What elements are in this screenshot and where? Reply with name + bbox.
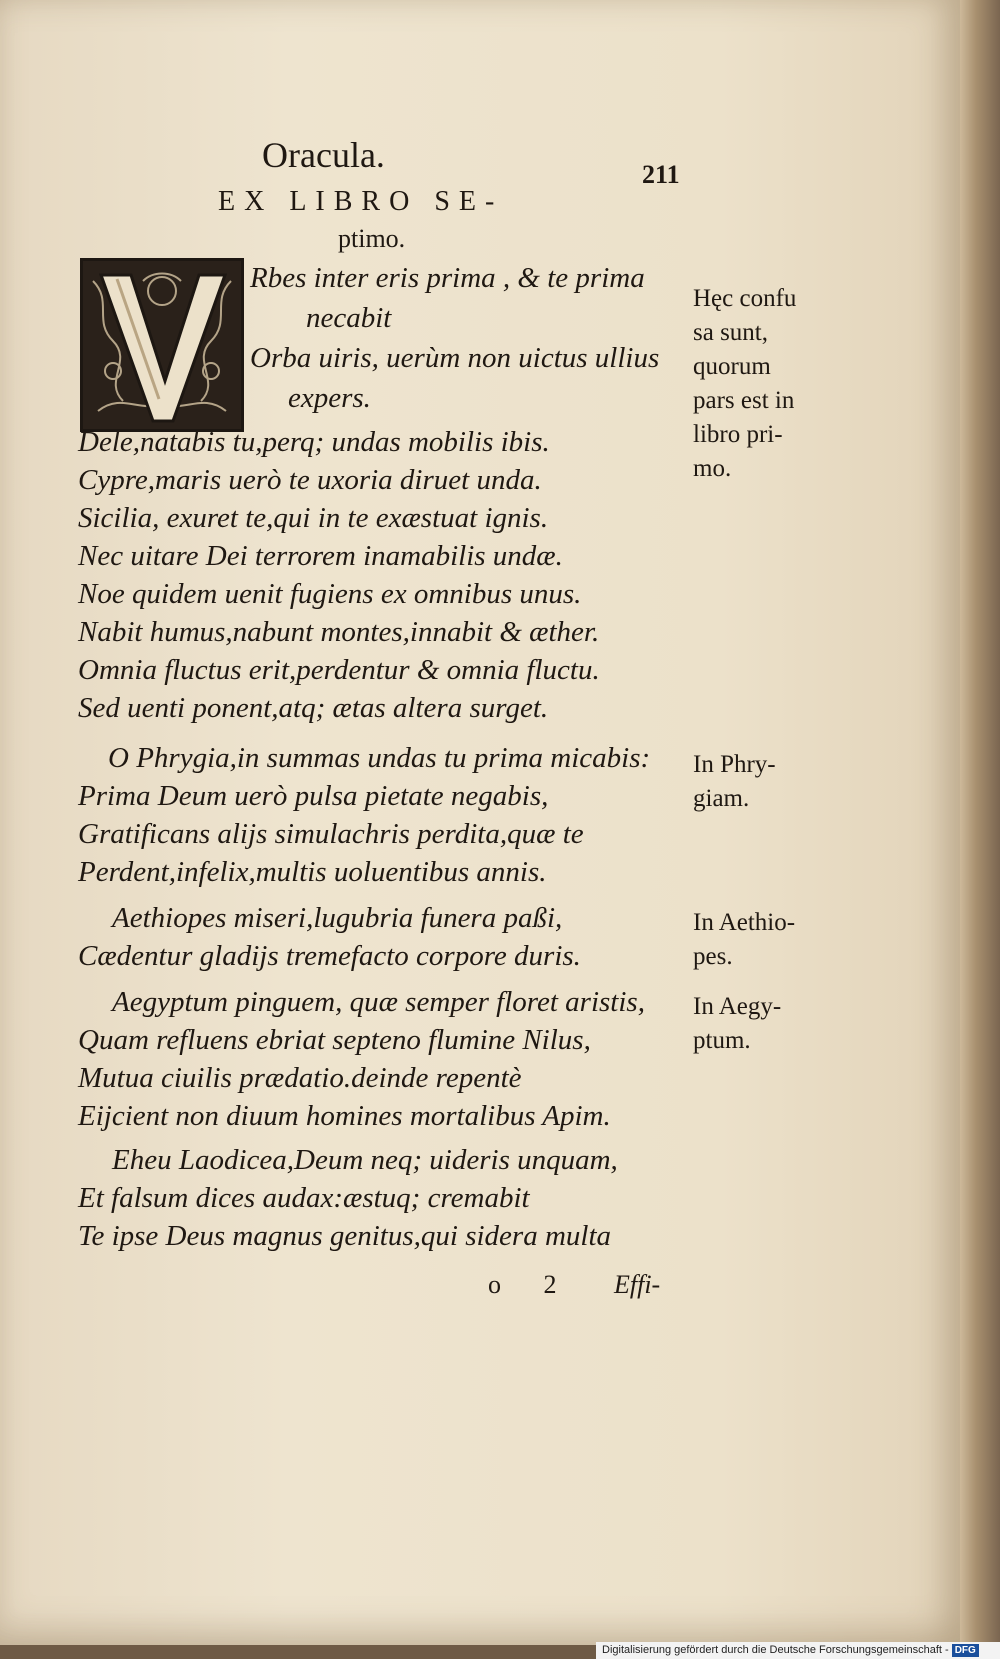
text-line: Noe quidem uenit fugiens ex omnibus unus.	[78, 578, 582, 610]
text-line: Eijcient non diuum homines mortalibus Apim.	[78, 1100, 611, 1132]
text-line: necabit	[306, 302, 392, 334]
digitization-credit	[596, 1642, 1000, 1659]
text-line: Aegyptum pinguem, quæ semper floret aristis,	[112, 986, 645, 1018]
margin-note-line: sa sunt,	[693, 319, 768, 346]
dfg-logo: DFG	[952, 1644, 979, 1657]
text-line: Sed uenti ponent,atq; ætas altera surget.	[78, 692, 549, 724]
section-title: EX LIBRO SE-	[218, 186, 504, 217]
text-line: expers.	[288, 382, 371, 414]
text-line: Dele,natabis tu,perq; undas mobilis ibis.	[78, 426, 550, 458]
margin-note	[693, 748, 776, 816]
text-line: Quam refluens ebriat septeno flumine Nilus,	[78, 1024, 591, 1056]
text-line: Perdent,infelix,multis uoluentibus annis.	[78, 856, 547, 888]
text-line: Nabit humus,nabunt montes,innabit & æther.	[78, 616, 600, 648]
text-line: Orba uiris, uerùm non uictus ullius	[250, 342, 660, 374]
text-line: Nec uitare Dei terrorem inamabilis undæ.	[78, 540, 563, 572]
margin-note-line: In Aegy-	[693, 993, 782, 1020]
margin-note-line: giam.	[693, 785, 750, 812]
margin-note-line: In Phry-	[693, 751, 776, 778]
margin-note-line: ptum.	[693, 1027, 751, 1054]
margin-note	[693, 990, 781, 1058]
margin-note-line: quorum	[693, 353, 771, 380]
text-line: Aethiopes miseri,lugubria funera paßi,	[112, 902, 563, 934]
text-line: O Phrygia,in summas undas tu prima micabis:	[108, 742, 651, 774]
text-line: Eheu Laodicea,Deum neq; uideris unquam,	[112, 1144, 618, 1176]
decorated-initial-V-icon-svg	[83, 261, 241, 429]
text-line: Gratificans alijs simulachris perdita,quæ te	[78, 818, 584, 850]
margin-note	[693, 282, 796, 486]
running-head: Oracula.	[262, 135, 385, 175]
page-number: 211	[642, 160, 680, 189]
decorated-initial-V-icon	[80, 258, 244, 432]
text-line: Sicilia, exuret te,qui in te exæstuat ignis.	[78, 502, 549, 534]
margin-note-line: mo.	[693, 455, 732, 482]
text-line: Te ipse Deus magnus genitus,qui sidera multa	[78, 1220, 612, 1252]
margin-note	[693, 906, 795, 974]
margin-note-line: In Aethio-	[693, 909, 796, 936]
margin-note-line: pes.	[693, 943, 733, 970]
margin-note-line: Hęc confu	[693, 285, 797, 312]
text-line: Cædentur gladijs tremefacto corpore duris.	[78, 940, 581, 972]
text-line: Omnia fluctus erit,perdentur & omnia fluctu.	[78, 654, 600, 686]
margin-note-line: libro pri-	[693, 421, 783, 448]
catchword: Effi-	[614, 1270, 661, 1299]
section-title-continued: ptimo.	[338, 224, 406, 253]
signature-mark: o 2	[488, 1270, 575, 1299]
text-line: Prima Deum uerò pulsa pietate negabis,	[78, 780, 549, 812]
text-line: Rbes inter eris prima , & te prima	[250, 262, 645, 294]
text-line: Cypre,maris uerò te uxoria diruet unda.	[78, 464, 542, 496]
page-edge	[960, 0, 1000, 1645]
margin-note-line: pars est in	[693, 387, 795, 414]
credit-text: Digitalisierung gefördert durch die Deutsche Forschungsgemeinschaft -	[602, 1644, 949, 1656]
text-line: Mutua ciuilis prædatio.deinde repentè	[78, 1062, 522, 1094]
text-line: Et falsum dices audax:æstuq; cremabit	[78, 1182, 530, 1214]
